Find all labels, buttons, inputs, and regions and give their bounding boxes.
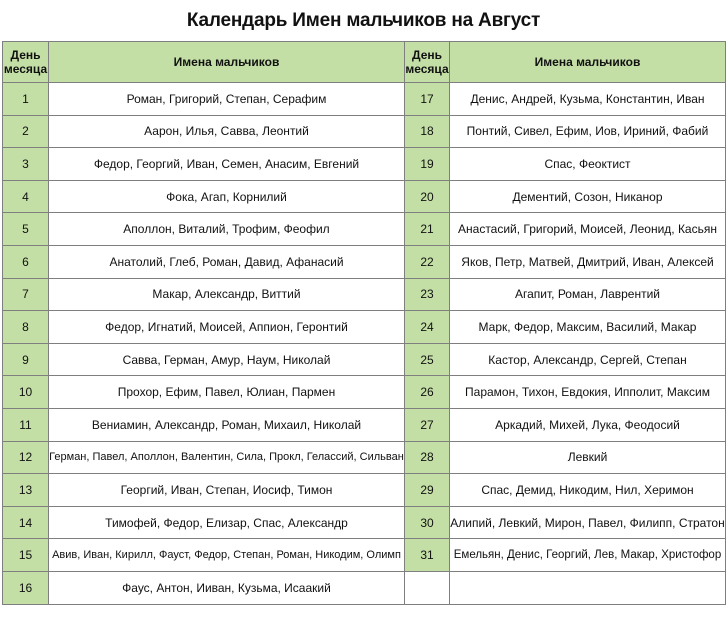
day-cell: 15 [3, 539, 49, 572]
names-cell: Макар, Александр, Виттий [49, 278, 405, 311]
table-row [3, 571, 726, 604]
table-row [3, 376, 726, 409]
page-title: Календарь Имен мальчиков на Август [186, 9, 541, 31]
names-cell: Спас, Демид, Никодим, Нил, Херимон [450, 474, 726, 507]
table-row [3, 441, 726, 474]
table-row [3, 115, 726, 148]
day-cell: 31 [405, 539, 450, 572]
names-cell: Аарон, Илья, Савва, Леонтий [49, 115, 405, 148]
names-cell: Федор, Георгий, Иван, Семен, Анасим, Евгений [49, 148, 405, 181]
day-header-line2: месяца [3, 62, 48, 76]
names-cell: Фаус, Антон, Ииван, Кузьма, Исаакий [49, 571, 405, 604]
day-cell: 5 [3, 213, 49, 246]
names-cell: Тимофей, Федор, Елизар, Спас, Александр [49, 506, 405, 539]
day-cell: 24 [405, 311, 450, 344]
names-cell: Понтий, Сивел, Ефим, Иов, Ириний, Фабий [450, 115, 726, 148]
names-cell: Кастор, Александр, Сергей, Степан [450, 343, 726, 376]
day-cell: 21 [405, 213, 450, 246]
table-row [3, 311, 726, 344]
day-cell: 18 [405, 115, 450, 148]
names-column-header: Имена мальчиков [450, 42, 726, 83]
day-cell: 4 [3, 180, 49, 213]
names-cell: Прохор, Ефим, Павел, Юлиан, Пармен [49, 376, 405, 409]
day-cell: 22 [405, 245, 450, 278]
day-cell: 28 [405, 441, 450, 474]
names-cell: Яков, Петр, Матвей, Дмитрий, Иван, Алексей [450, 245, 726, 278]
names-cell: Денис, Андрей, Кузьма, Константин, Иван [450, 83, 726, 116]
day-header-line1: День [412, 48, 442, 62]
table-row [3, 539, 726, 572]
day-cell: 16 [3, 571, 49, 604]
day-cell: 3 [3, 148, 49, 181]
day-cell: 17 [405, 83, 450, 116]
day-cell: 27 [405, 408, 450, 441]
table-row [3, 180, 726, 213]
names-cell: Вениамин, Александр, Роман, Михаил, Николай [49, 408, 405, 441]
names-cell: Емельян, Денис, Георгий, Лев, Макар, Христофор [450, 539, 726, 572]
day-cell: 6 [3, 245, 49, 278]
names-cell: Федор, Игнатий, Моисей, Аппион, Геронтий [49, 311, 405, 344]
day-cell: 30 [405, 506, 450, 539]
day-header-line2: месяца [405, 62, 449, 76]
names-cell: Аполлон, Виталий, Трофим, Феофил [49, 213, 405, 246]
day-cell: 10 [3, 376, 49, 409]
names-cell: Агапит, Роман, Лаврентий [450, 278, 726, 311]
names-cell: Анатолий, Глеб, Роман, Давид, Афанасий [49, 245, 405, 278]
names-cell: Парамон, Тихон, Евдокия, Ипполит, Максим [450, 376, 726, 409]
day-cell: 12 [3, 441, 49, 474]
day-cell: 7 [3, 278, 49, 311]
names-cell: Дементий, Созон, Никанор [450, 180, 726, 213]
names-cell: Георгий, Иван, Степан, Иосиф, Тимон [49, 474, 405, 507]
day-cell: 13 [3, 474, 49, 507]
day-column-header [3, 42, 49, 83]
names-calendar-table [2, 41, 726, 605]
day-cell: 26 [405, 376, 450, 409]
day-header-line1: День [10, 48, 41, 62]
names-cell: Марк, Федор, Максим, Василий, Макар [450, 311, 726, 344]
day-cell: 14 [3, 506, 49, 539]
day-cell: 11 [3, 408, 49, 441]
table-row [3, 148, 726, 181]
names-cell: Спас, Феоктист [450, 148, 726, 181]
names-cell: Анастасий, Григорий, Моисей, Леонид, Касьян [450, 213, 726, 246]
day-cell: 2 [3, 115, 49, 148]
day-cell: 25 [405, 343, 450, 376]
names-cell: Савва, Герман, Амур, Наум, Николай [49, 343, 405, 376]
names-cell [450, 571, 726, 604]
table-row [3, 83, 726, 116]
names-cell: Левкий [450, 441, 726, 474]
names-cell: Алипий, Левкий, Мирон, Павел, Филипп, Стратон [450, 506, 726, 539]
day-cell: 9 [3, 343, 49, 376]
names-cell: Герман, Павел, Аполлон, Валентин, Сила, Прокл, Гелассий, Сильван [49, 441, 405, 474]
names-cell: Аркадий, Михей, Лука, Феодосий [450, 408, 726, 441]
day-cell: 20 [405, 180, 450, 213]
names-cell: Фока, Агап, Корнилий [49, 180, 405, 213]
table-row [3, 245, 726, 278]
table-row [3, 343, 726, 376]
day-cell [405, 571, 450, 604]
day-cell: 29 [405, 474, 450, 507]
day-column-header [405, 42, 450, 83]
table-row [3, 506, 726, 539]
names-cell: Авив, Иван, Кирилл, Фауст, Федор, Степан, Роман, Никодим, Олимп [49, 539, 405, 572]
table-row [3, 408, 726, 441]
day-cell: 8 [3, 311, 49, 344]
names-cell: Роман, Григорий, Степан, Серафим [49, 83, 405, 116]
table-row [3, 278, 726, 311]
table-header-row [3, 42, 726, 83]
table-row [3, 474, 726, 507]
names-column-header: Имена мальчиков [49, 42, 405, 83]
day-cell: 19 [405, 148, 450, 181]
day-cell: 23 [405, 278, 450, 311]
day-cell: 1 [3, 83, 49, 116]
table-row [3, 213, 726, 246]
